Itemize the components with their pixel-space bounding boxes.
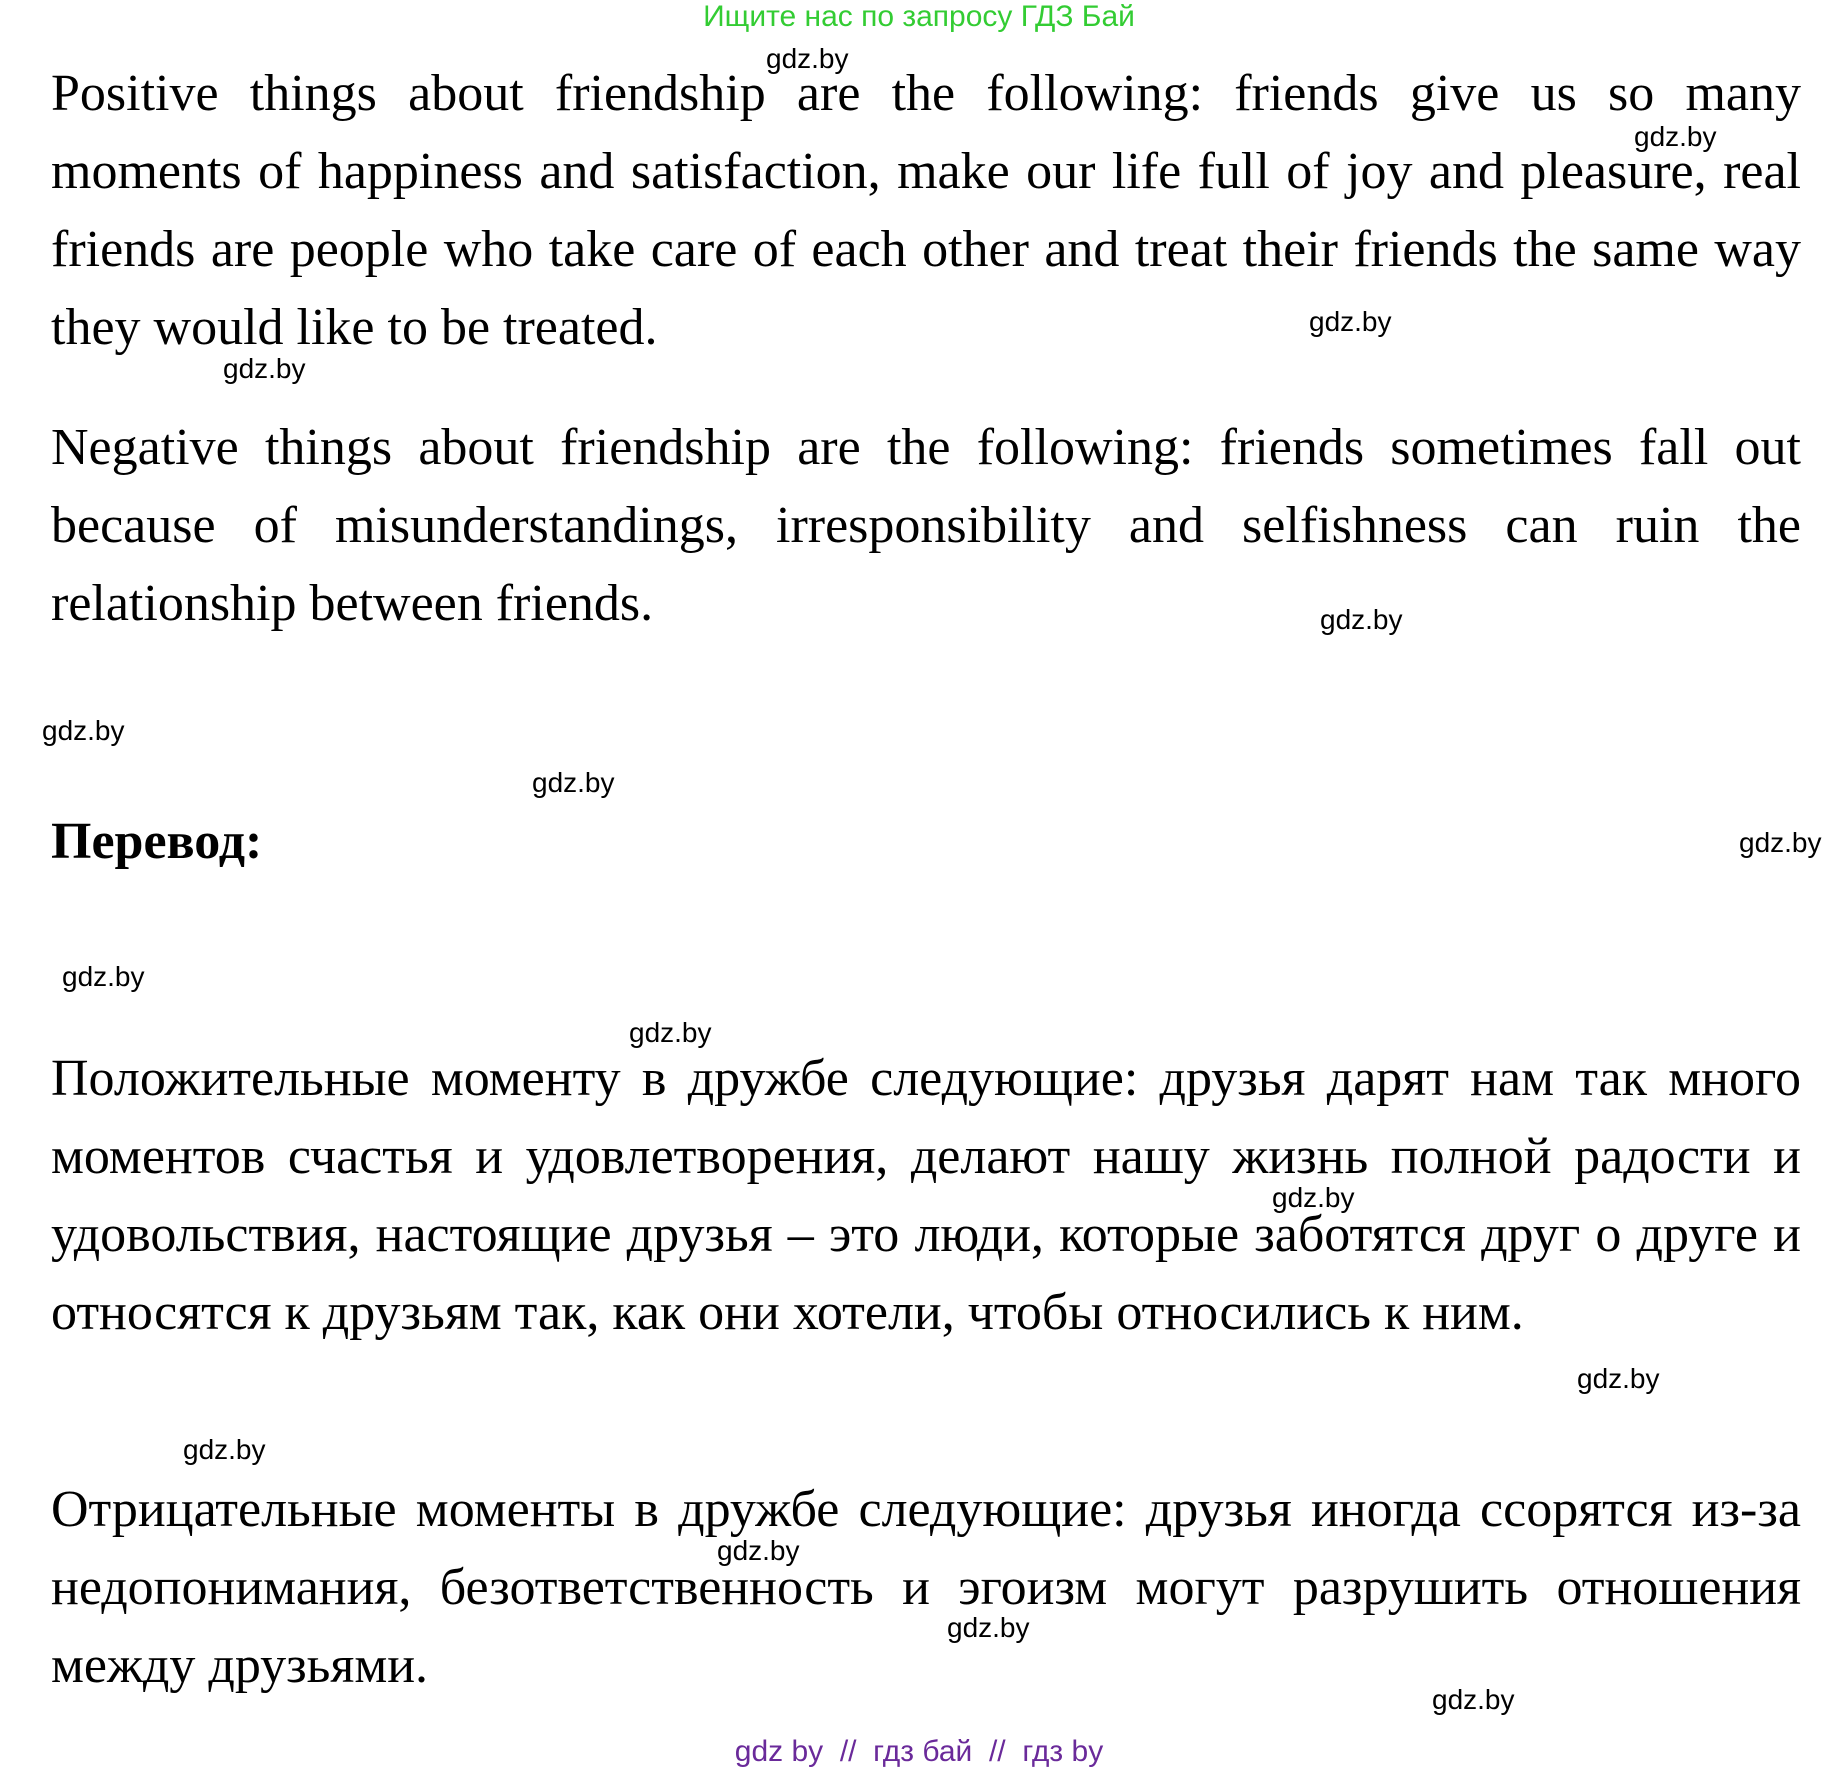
watermark: gdz.by <box>183 1434 266 1465</box>
paragraph-negative: Negative things about friendship are the following: friends sometimes fall out because of misunderstandings, irresponsibility and selfishness can ruin the relationship between friends. <box>51 419 1801 632</box>
watermark: gdz.by <box>1634 121 1717 152</box>
watermark: gdz.by <box>62 961 145 992</box>
watermark: gdz.by <box>947 1612 1030 1643</box>
watermark: gdz.by <box>629 1017 712 1048</box>
watermark: gdz.by <box>1577 1363 1660 1394</box>
watermark: gdz.by <box>1320 604 1403 635</box>
watermark: gdz.by <box>1272 1182 1355 1213</box>
watermark: gdz.by <box>1309 306 1392 337</box>
watermark: gdz.by <box>1739 827 1822 858</box>
watermark: gdz.by <box>532 767 615 798</box>
paragraph-negative-ru: Отрицательные моменты в дружбе следующие: друзья иногда ссорятся из-за недопонимания, безответственность и эгоизм могут разрушить отношения между друзьями. <box>51 1481 1801 1694</box>
watermark: gdz.by <box>1432 1684 1515 1715</box>
watermark: gdz.by <box>223 353 306 384</box>
watermark: gdz.by <box>766 43 849 74</box>
translation-heading: Перевод: <box>51 813 263 870</box>
site-footer: gdz by // гдз бай // гдз by <box>734 1735 1104 1768</box>
paragraph-positive-ru: Положительные моменту в дружбе следующие: друзья дарят нам так много моментов счастья и удовлетворения, делают нашу жизнь полной радости и удовольствия, настоящие друзья – это люди, которые заботятся друг о друге и относятся к друзьям так, как они хотели, чтобы относились к ним. <box>51 1050 1801 1341</box>
site-banner: Ищите нас по запросу ГДЗ Бай <box>703 0 1135 33</box>
paragraph-positive: Positive things about friendship are the following: friends give us so many moments of happiness and satisfaction, make our life full of joy and pleasure, real friends are people who take care of each other and treat their friends the same way they would like to be treated. <box>51 65 1801 356</box>
watermark: gdz.by <box>42 715 125 746</box>
watermark: gdz.by <box>717 1535 800 1566</box>
